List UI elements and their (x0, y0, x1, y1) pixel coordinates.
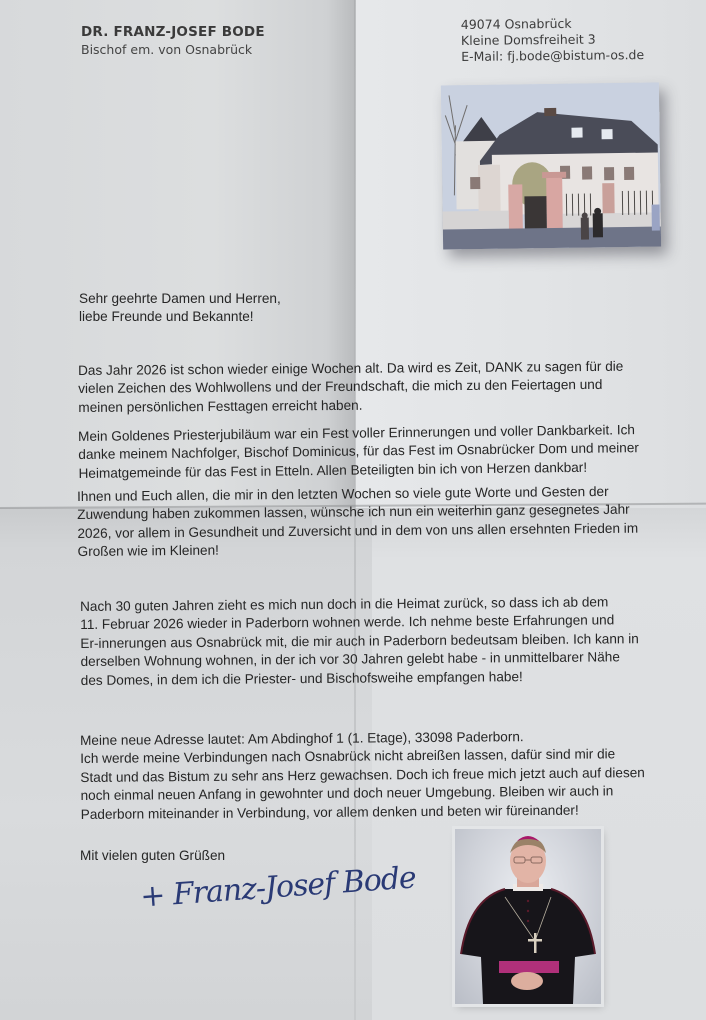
bishop-illustration (455, 829, 601, 1004)
text-line: noch einmal neuen Anfang in gewohnter und doch neuer Umgebung. Bleiben wir auch in (80, 783, 614, 804)
text-line: Meine neue Adresse lautet: Am Abdinghof 1 (1. Etage), 33098 Paderborn. (80, 729, 524, 748)
text-line: 2026, vor allem in Gesundheit und Zuversicht und in dem von uns allen ersehnten Frieden im (77, 520, 639, 541)
paragraph-new-address (80, 727, 645, 824)
paragraph-thanks (78, 358, 624, 417)
text-line: des Domes, in dem ich die Priester- und Bischofsweihe empfangen habe! (80, 668, 523, 688)
text-line: Ich werde meine Verbindungen nach Osnabrück nicht abreißen lassen, dafür sind mir die (80, 746, 616, 767)
text-line: derselben Wohnung wohnen, in der ich vor 30 Jahren gelebt habe - in unmittelbarer Nähe (80, 649, 620, 670)
text-line: Nach 30 guten Jahren zieht es mich nun doch in die Heimat zurück, so dass ich ab dem (80, 594, 609, 614)
text-line: Großen wie im Kleinen! (77, 542, 219, 560)
address-email: E-Mail: fj.bode@bistum-os.de (461, 47, 645, 64)
paragraph-move (80, 593, 639, 690)
salutation-line: liebe Freunde und Bekannte! (79, 309, 254, 325)
text-line: Ihnen und Euch allen, die mir in den letzten Wochen so viele gute Worte und Gesten der (77, 483, 609, 504)
address-city: 49074 Osnabrück (460, 15, 572, 32)
text-line: Heimatgemeinde für das Fest in Etteln. Allen Beteiligten bin ich von Herzen dankbar! (78, 459, 588, 481)
address-street: Kleine Domsfreiheit 3 (460, 31, 596, 48)
text-line: meinen persönlichen Festtagen erreicht haben. (78, 397, 363, 415)
sender-address (461, 15, 644, 65)
handwritten-signature: + Franz-Josef Bode (139, 860, 417, 915)
text-line: Das Jahr 2026 ist schon wieder einige Wochen alt. Da wird es Zeit, DANK zu sagen für die (78, 358, 624, 378)
sender-block (81, 24, 265, 57)
house-photo (441, 82, 661, 249)
closing-line: Mit vielen guten Grüßen (80, 848, 226, 863)
salutation (79, 290, 281, 327)
bishop-portrait (455, 829, 601, 1004)
paragraph-wishes (77, 483, 638, 562)
text-line: Zuwendung haben zukommen lassen, wünsche ich nun ein weiterhin ganz gesegnetes Jahr (77, 502, 630, 523)
sender-name: DR. FRANZ-JOSEF BODE (81, 24, 265, 40)
text-line: vielen Zeichen des Wohlwollens und der Freundschaft, die mich zu den Feiertagen und (78, 377, 603, 397)
text-line: Er-innerungen aus Osnabrück mit, die mir auch in Paderborn bedeutsam bleiben. Ich kann in (80, 630, 639, 651)
salutation-line: Sehr geehrte Damen und Herren, (79, 291, 281, 306)
sender-title: Bischof em. von Osnabrück (81, 42, 253, 57)
text-line: Paderborn miteinander in Verbindung, vor allem denken und beten wir füreinander! (80, 802, 579, 822)
text-line: 11. Februar 2026 wieder in Paderborn wohnen werde. Ich nehme beste Erfahrungen und (80, 612, 615, 633)
house-illustration (441, 82, 661, 249)
paragraph-jubilee (78, 421, 639, 483)
text-line: Mein Goldenes Priesterjubiläum war ein Fest voller Erinnerungen und voller Dankbarkeit. Ich (78, 422, 636, 444)
text-line: Stadt und das Bistum zu sehr ans Herz gewachsen. Doch ich freue mich jetzt auch auf diesen (80, 764, 645, 785)
text-line: danke meinem Nachfolger, Bischof Dominicus, für das Fest im Osnabrücker Dom und meiner (78, 440, 639, 463)
